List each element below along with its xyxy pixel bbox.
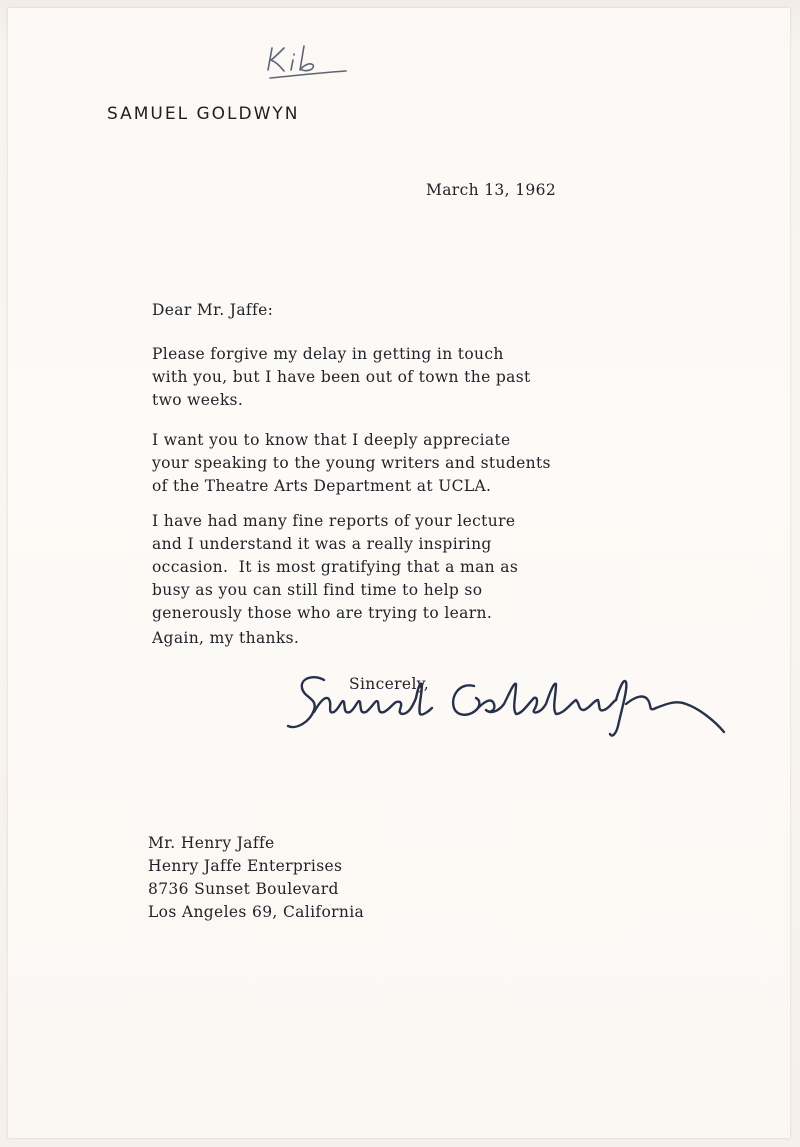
address-line: 8736 Sunset Boulevard: [148, 880, 339, 898]
text-line: generously those who are trying to learn.: [152, 604, 493, 622]
text-line: with you, but I have been out of town the past: [152, 368, 531, 386]
text-line: of the Theatre Arts Department at UCLA.: [152, 477, 492, 495]
text-line: Please forgive my delay in getting in touch: [152, 345, 504, 363]
text-line: busy as you can still find time to help so: [152, 581, 483, 599]
recipient-address: [148, 832, 364, 924]
body-paragraph-3: [152, 510, 518, 625]
address-line: Mr. Henry Jaffe: [148, 834, 275, 852]
address-line: Henry Jaffe Enterprises: [148, 857, 343, 875]
text-line: I have had many fine reports of your lecture: [152, 512, 516, 530]
salutation: Dear Mr. Jaffe:: [152, 301, 274, 319]
body-paragraph-1: [152, 343, 531, 412]
text-line: I want you to know that I deeply appreciate: [152, 431, 511, 449]
text-line: and I understand it was a really inspiring: [152, 535, 492, 553]
signoff: Sincerely,: [349, 675, 430, 693]
text-line: two weeks.: [152, 391, 244, 409]
text-line: your speaking to the young writers and students: [152, 454, 551, 472]
letter-date: March 13, 1962: [426, 181, 557, 199]
body-paragraph-2: [152, 429, 551, 498]
letterhead: SAMUEL GOLDWYN: [107, 104, 300, 124]
handwritten-signature: [284, 668, 734, 748]
address-line: Los Angeles 69, California: [148, 903, 365, 921]
closing-line: Again, my thanks.: [152, 629, 300, 647]
handwritten-annotation: [262, 40, 352, 90]
text-line: occasion. It is most gratifying that a man as: [152, 558, 519, 576]
